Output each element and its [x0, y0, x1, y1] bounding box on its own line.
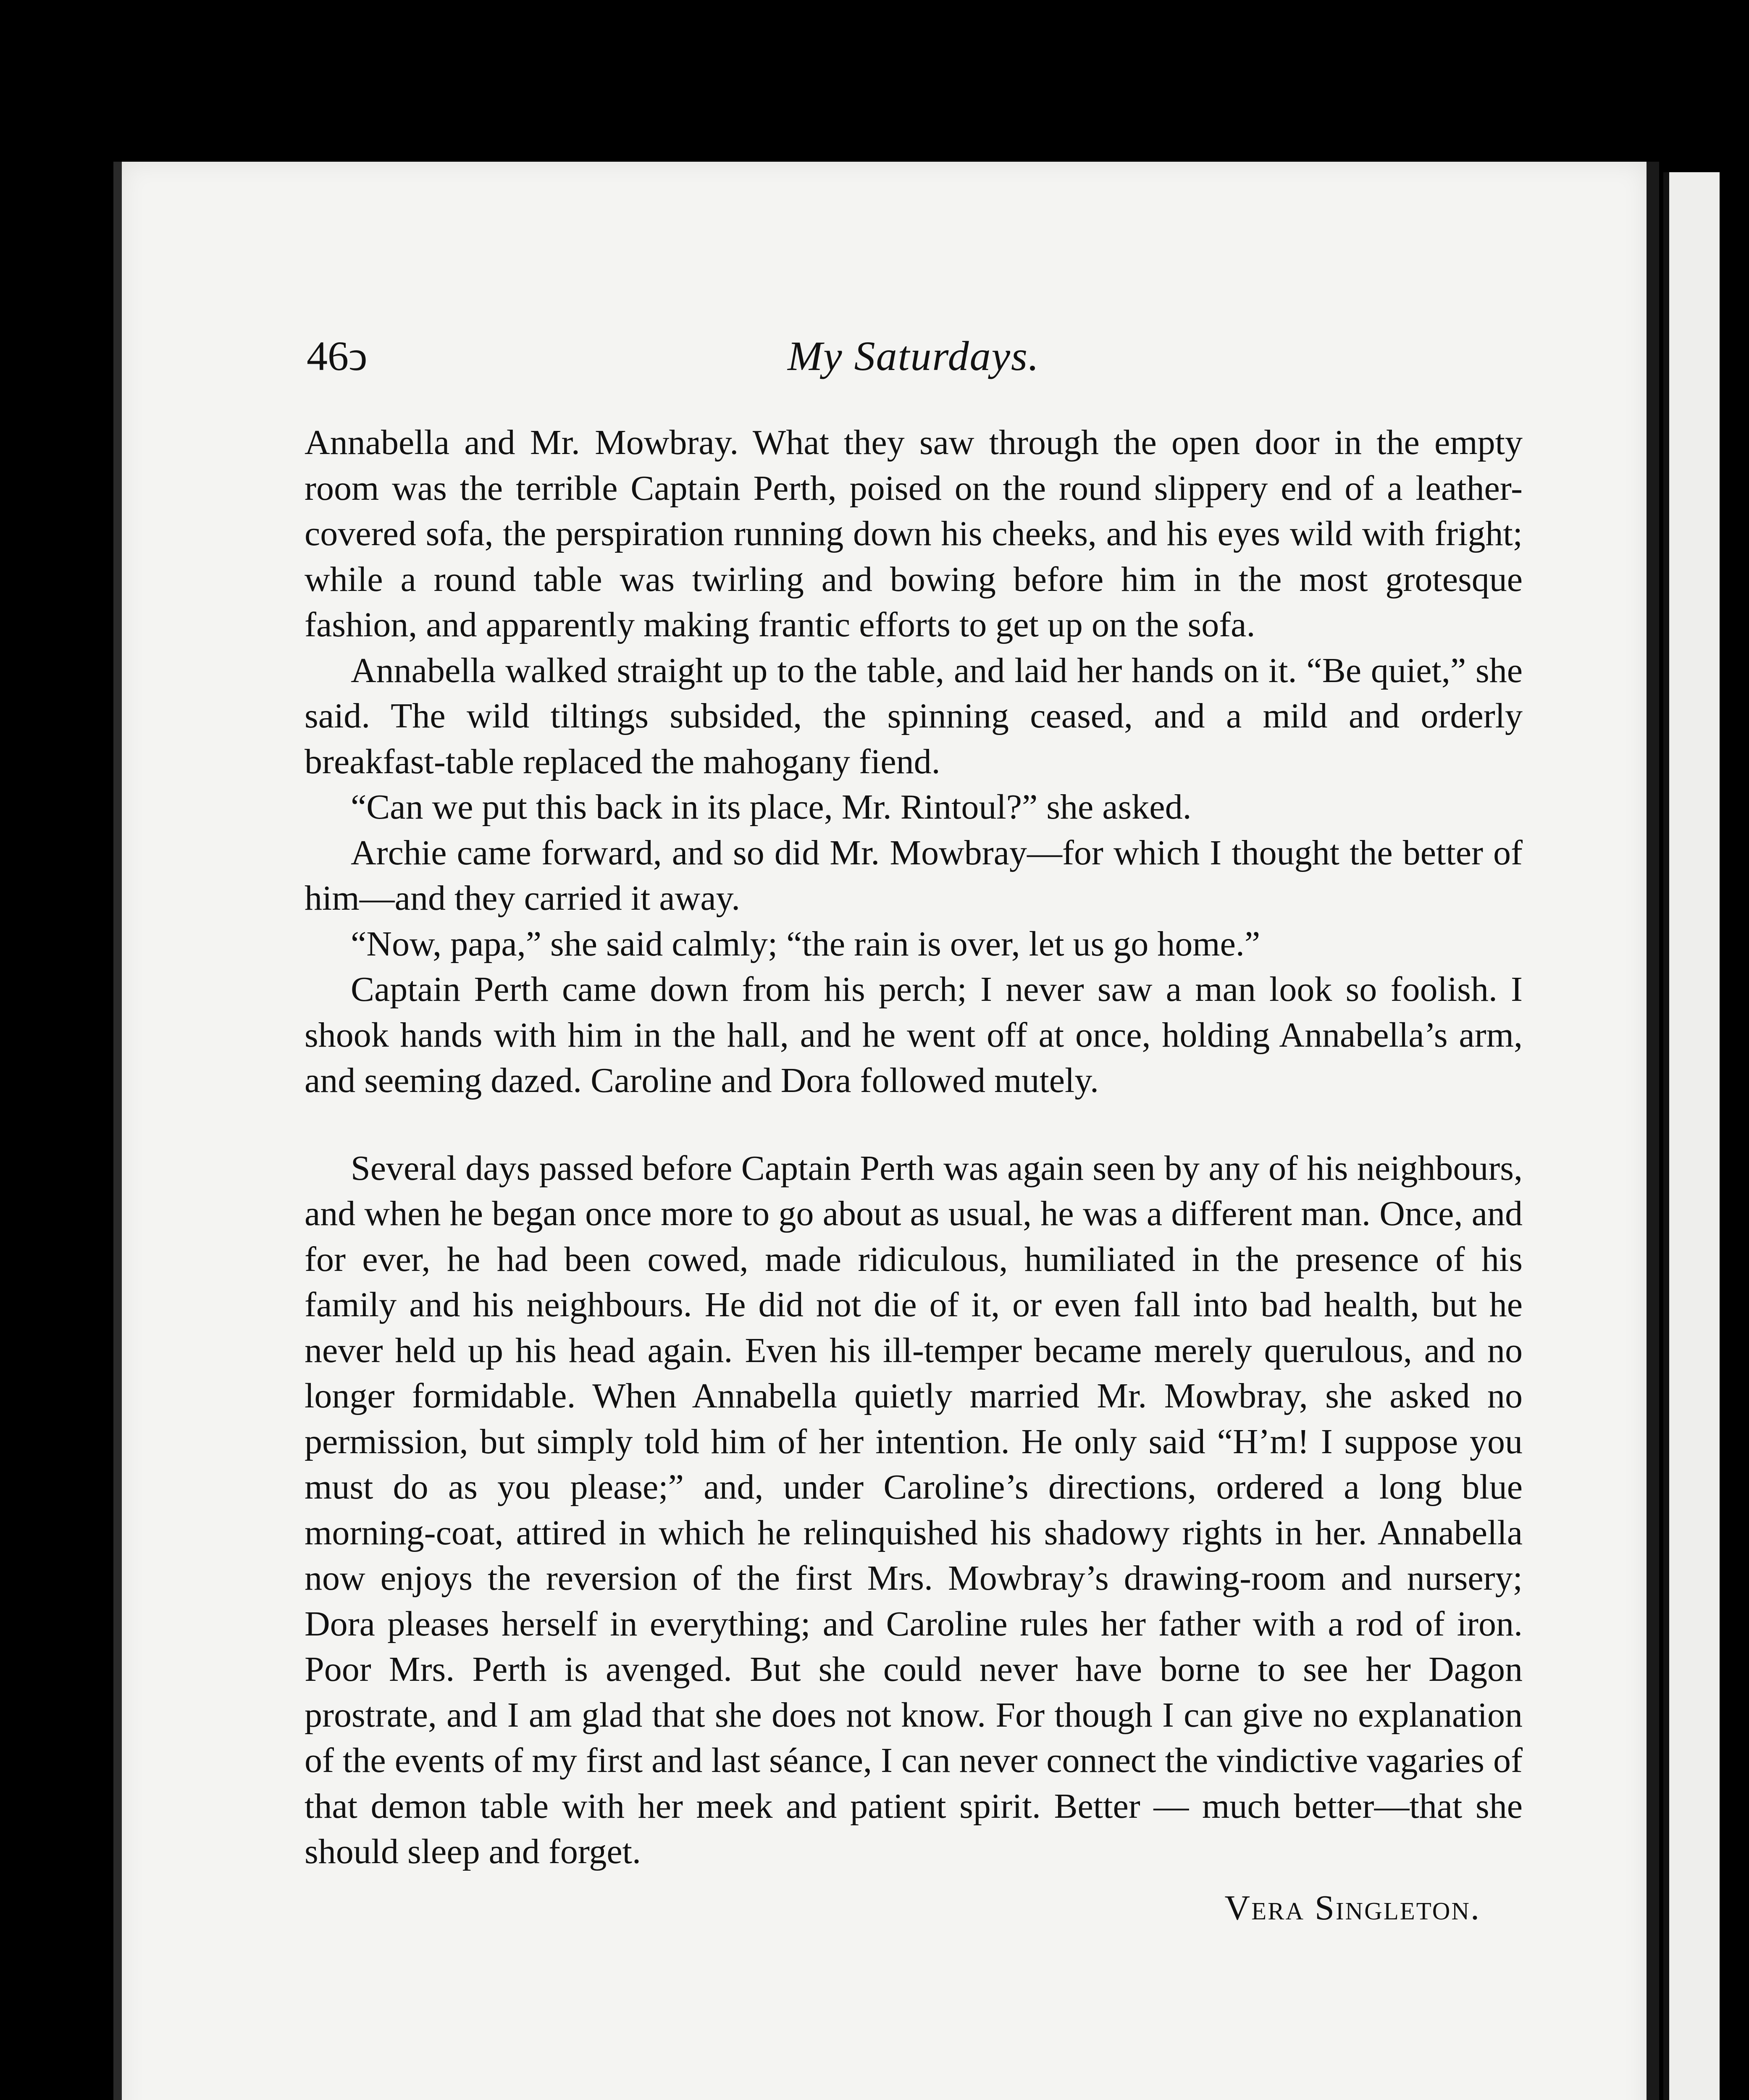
paragraph: Captain Perth came down from his perch; I never saw a man look so foolish. I shook hands with him in the hall, and he went off at once, holding Annabella’s arm, and seeming dazed. Caroline and Dora followed mutely. — [305, 970, 1523, 1100]
paragraph: Annabella and Mr. Mowbray. What they saw through the open door in the empty room was the terrible Captain Perth, poised on the round slippery end of a leather-covered sofa, the perspiration running down his cheeks, and his eyes wild with fright; while a round table was twirling and bowing before him in the most grotesque fashion, and apparently making frantic efforts to get up on the sofa. — [305, 423, 1523, 644]
page-edge-divider — [1647, 162, 1659, 2100]
paragraph: Annabella walked straight up to the table, and laid her hands on it. “Be quiet,” she said. The wild tiltings subsided, the spinning ceased, and a mild and orderly breakfast-table replaced the mahogany fiend. — [305, 651, 1523, 781]
paragraph: Several days passed before Captain Perth was again seen by any of his neighbours, and when he began once more to go about as usual, he was a different man. Once, and for ever, he had been cowed, made ridiculous, humiliated in the presence of his family and his neighbours. He did not die of it, or even fall into bad health, but he never held up his head again. Even his ill-temper became merely querulous, and no longer formidable. When Annabella quietly married Mr. Mowbray, she asked no permission, but simply told him of her intention. He only said “H’m! I suppose you must do as you please;” and, under Caroline’s directions, ordered a long blue morning-coat, attired in which he relinquished his shadowy rights in her. Annabella now enjoys the reversion of the first Mrs. Mowbray’s drawing-room and nursery; Dora pleases herself in everything; and Caroline rules her father with a rod of iron. Poor Mrs. Perth is avenged. But she could never have borne to see her Dagon prostrate, and I am glad that she does not know. For though I can give no explanation of the events of my first and last séance, I can never connect the vindictive vagaries of that demon table with her meek and patient spirit. Better — much better—that she should sleep and forget. — [305, 1148, 1523, 1871]
article-body — [305, 420, 1523, 1931]
paragraph: Archie came forward, and so did Mr. Mowbray—for which I thought the better of him—and they carried it away. — [305, 833, 1523, 918]
author-signature: Vera Singleton. — [1224, 1888, 1481, 1927]
paragraph: “Now, papa,” she said calmly; “the rain is over, let us go home.” — [351, 924, 1261, 963]
running-title: My Saturdays. — [788, 333, 1040, 379]
page-header — [307, 332, 1521, 395]
paragraph: “Can we put this back in its place, Mr. Rintoul?” she asked. — [351, 788, 1192, 827]
page-number: 46ↄ — [307, 333, 368, 379]
facing-page-sliver — [1663, 172, 1720, 2100]
